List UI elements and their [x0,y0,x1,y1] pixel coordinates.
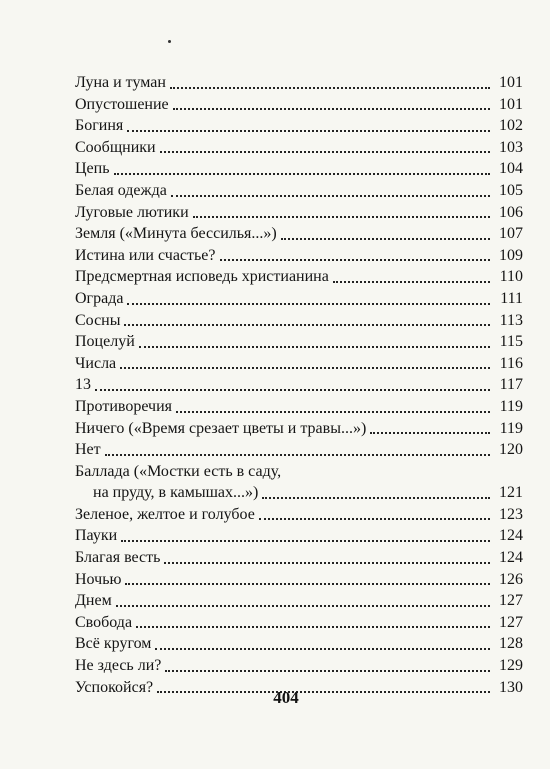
toc-entry-title: Опустошение [75,95,169,113]
toc-entry[interactable] [75,590,523,612]
toc-entry-page: 123 [499,505,523,523]
leader-dots [121,540,490,542]
leader-dots [125,583,490,585]
leader-dots [114,173,490,175]
leader-dots [165,670,490,672]
toc-entry-page: 126 [499,570,523,588]
toc-entry-page: 104 [499,160,523,178]
toc-entry-line2 [75,482,523,504]
leader-dots [155,648,490,650]
toc-entry[interactable] [75,547,523,569]
toc-entry-page: 103 [499,138,523,156]
leader-dots [171,195,490,197]
leader-dots [127,130,490,132]
toc-entry-title: Противоречия [75,397,173,415]
toc-entry-page: 109 [499,246,523,264]
toc-entry-title: Луна и туман [75,74,166,91]
toc-entry-page: 129 [499,657,523,675]
leader-dots [139,346,490,348]
leader-dots [193,216,490,218]
leader-dots [170,87,490,89]
toc-entry-page: 124 [499,549,523,567]
leader-dots [281,238,490,240]
toc-entry-page: 130 [499,678,523,696]
toc-entry-title-line1: Баллада («Мостки есть в саду, [75,462,282,480]
toc-entry-title: Цепь [75,160,110,178]
toc-entry-page: 106 [499,203,523,221]
leader-dots [120,367,490,369]
leader-dots [370,432,490,434]
toc-entry-page: 113 [499,311,523,329]
toc-entry-page: 115 [499,333,523,351]
toc-entry-page: 127 [499,592,523,610]
toc-entry-page: 119 [499,397,523,415]
leader-dots [136,626,490,628]
toc-entry-page: 128 [499,635,523,653]
toc-entry-title: Ничего («Время срезает цветы и травы...») [75,419,367,437]
toc-entry-title: Сообщники [75,138,156,156]
leader-dots [95,389,490,391]
toc-entry-title: 13 [75,376,91,394]
toc-entry-title: Благая весть [75,549,161,567]
toc-entry[interactable] [75,525,523,547]
leader-dots [176,411,490,413]
toc-entry-page: 116 [499,354,523,372]
leader-dots [333,281,490,283]
toc-entry-title: Нет [75,441,101,459]
leader-dots [262,497,490,499]
toc-entry-title: Не здесь ли? [75,657,162,675]
toc-entry[interactable] [75,418,523,440]
toc-entry-page: 124 [499,527,523,545]
toc-entry[interactable] [75,266,523,288]
toc-entry[interactable] [75,223,523,245]
toc-entry[interactable] [75,374,523,396]
leader-dots [164,562,490,564]
toc-entry-title: Земля («Минута бессилья...») [75,225,277,243]
leader-dots [105,454,490,456]
toc-entry[interactable] [75,72,523,94]
toc-entry-page: 127 [499,613,523,631]
toc-entry[interactable] [75,94,523,116]
toc-entry-title: Пауки [75,527,118,545]
toc-entry-page: 107 [499,225,523,243]
toc-entry-title: Сосны [75,311,121,329]
toc-entry-title: Поцелуй [75,333,135,351]
leader-dots [173,108,490,110]
toc-entry-page: 120 [499,441,523,459]
toc-entry[interactable] [75,612,523,634]
page-number: 404 [273,688,299,707]
toc-entry[interactable] [75,569,523,591]
leader-dots [220,259,490,261]
toc-entry-page: 102 [499,117,523,135]
leader-dots [259,518,490,520]
leader-dots [160,151,490,153]
toc-entry[interactable] [75,245,523,267]
toc-entry-title: Зеленое, желтое и голубое [75,505,255,523]
toc-entry-page: 105 [499,181,523,199]
leader-dots [127,303,490,305]
toc-entry-title: Всё кругом [75,635,152,653]
toc-entry-title-line2: на пруду, в камышах...») [93,484,259,502]
toc-entry-title: Луговые лютики [75,203,189,221]
toc-entry[interactable] [75,633,523,655]
leader-dots [124,324,490,326]
toc-entry[interactable] [75,158,523,180]
toc-entry[interactable] [75,137,523,159]
toc-entry[interactable] [75,439,523,461]
toc-entry[interactable] [75,504,523,526]
toc-entry-page: 121 [499,484,523,502]
toc-entry[interactable] [75,180,523,202]
toc-entry-page: 117 [499,376,523,394]
toc-entry[interactable] [75,288,523,310]
leader-dots [116,605,490,607]
toc-entry-title: Числа [75,354,117,372]
toc-entry-page: 111 [500,289,523,307]
toc-entry[interactable] [75,396,523,418]
toc-entry-page: 110 [499,268,523,286]
toc-entry-title: Богиня [75,117,124,135]
toc-entry[interactable] [75,353,523,375]
toc-entry[interactable] [75,331,523,353]
toc-entry[interactable] [75,461,523,504]
toc-entry[interactable] [75,115,523,137]
toc-entry-title: Ночью [75,570,122,588]
toc-entry-page: 101 [499,95,523,113]
toc-entry-title: Ограда [75,289,124,307]
toc-entry-page: 119 [499,419,523,437]
toc-entry[interactable] [75,310,523,332]
toc-entry[interactable] [75,202,523,224]
table-of-contents [75,72,523,698]
toc-entry-title: Днем [75,592,112,610]
toc-entry-title: Успокойся? [75,678,154,696]
toc-entry-title: Белая одежда [75,181,167,199]
toc-entry-page: 101 [499,74,523,91]
toc-entry-title: Истина или счастье? [75,246,216,264]
toc-entry[interactable] [75,655,523,677]
ink-speck [168,40,171,43]
toc-entry-title: Предсмертная исповедь христианина [75,268,329,286]
toc-entry-title: Свобода [75,613,133,631]
